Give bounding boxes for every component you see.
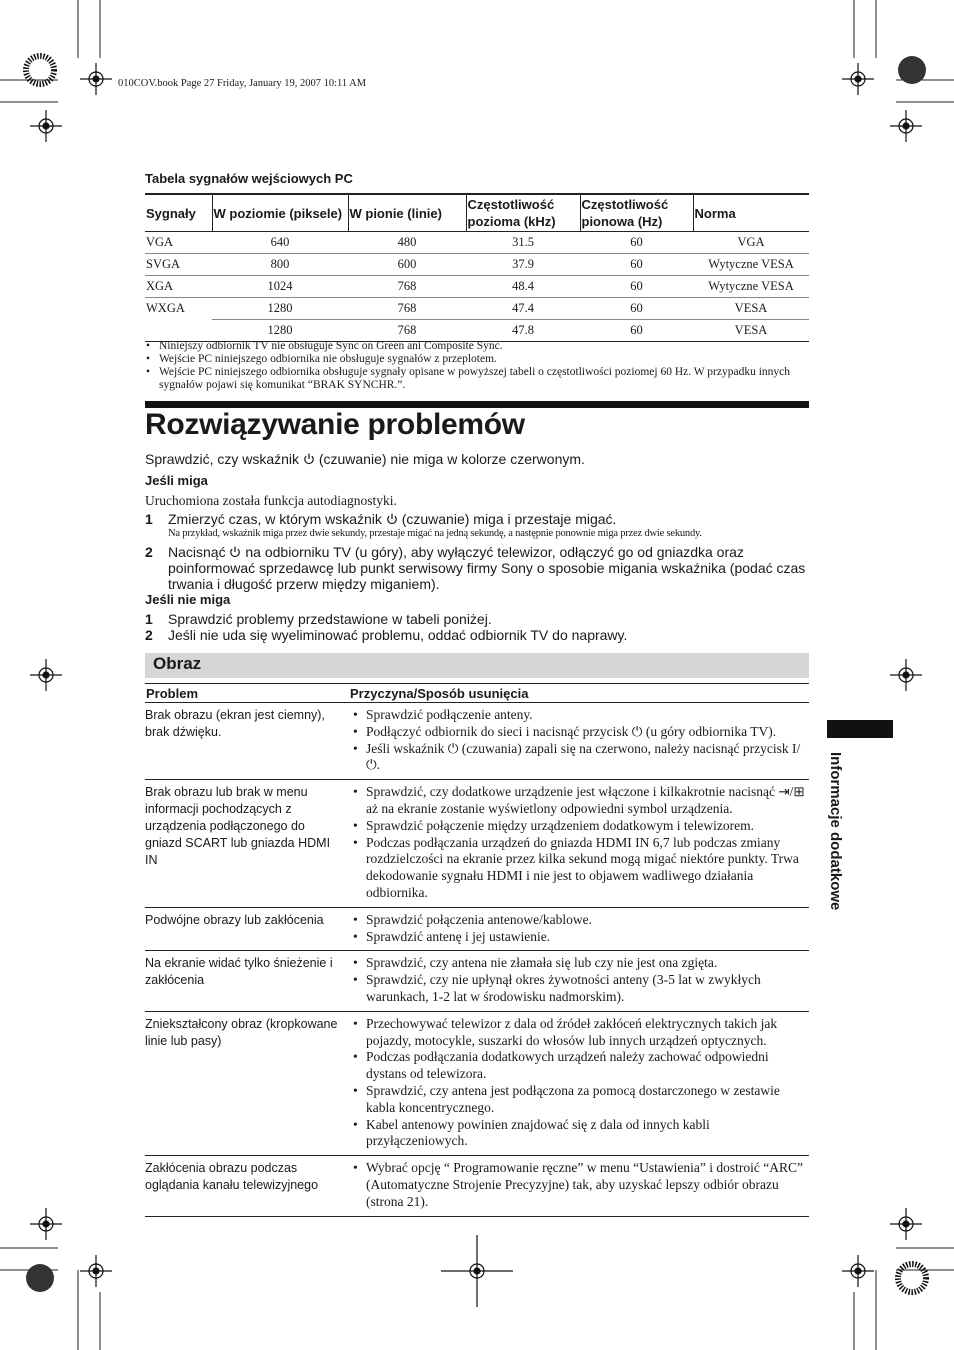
cause-item: • Sprawdzić, czy nie upłynął okres żywotności anteny (3-5 lat w zwykłych warunkach, 1-2 lat w środowisku nadmorskim). <box>349 972 809 1006</box>
page-title: Rozwiązywanie problemów <box>145 408 525 441</box>
col-header: Częstotliwość pionowa (Hz) <box>580 194 693 232</box>
blink-step-1 <box>145 511 809 527</box>
table-cell: 600 <box>348 254 466 276</box>
table-row <box>145 320 809 342</box>
table-cell: VESA <box>693 298 809 320</box>
step-number: 2 <box>145 544 153 560</box>
table-cell: 48.4 <box>466 276 580 298</box>
cause-item: • Jeśli wskaźnik ⏻ (czuwania) zapali się na czerwono, należy nacisnąć przycisk I/⏻. <box>349 741 809 775</box>
nonblink-step-2 <box>145 627 809 643</box>
problem-cell: Brak obrazu (ekran jest ciemny), brak dźwięku. <box>145 703 349 780</box>
note-item: • Wejście PC niniejszego odbiornika nie obsługuje sygnałów z przeplotem. <box>145 353 809 366</box>
cause-item: • Sprawdzić, czy antena jest podłączona za pomocą dostarczonego w zestawie kabla koncentrycznego. <box>349 1083 809 1117</box>
problem-cell: Na ekranie widać tylko śnieżenie i zakłócenia <box>145 951 349 1011</box>
power-icon <box>229 546 241 558</box>
side-tab-marker <box>827 720 893 738</box>
step-note: Na przykład, wskaźnik miga przez dwie sekundy, przestaje migać na jedną sekundę, a następnie ponownie miga przez dwie sekundy. <box>168 528 702 539</box>
cause-item: • Przechowywać telewizor z dala od źródeł zakłóceń elektrycznych takich jak pojazdy, motocykle, suszarki do włosów lub innych urządzeń optycznych. <box>349 1016 809 1050</box>
table-cell: XGA <box>145 276 212 298</box>
table-cell: WXGA <box>146 301 185 316</box>
cause-item: • Kabel antenowy powinien znajdować się z dala od innych kabli przyłączeniowych. <box>349 1117 809 1151</box>
cause-item: • Sprawdzić połączenia antenowe/kablowe. <box>349 912 809 929</box>
cause-item: • Podczas podłączania dodatkowych urządzeń należy zachować odpowiedni dystans od telewizora. <box>349 1049 809 1083</box>
table-cell: 31.5 <box>466 232 580 254</box>
step-number: 1 <box>145 611 153 627</box>
table-cell: 1280 <box>212 320 348 342</box>
step-text: Jeśli nie uda się wyeliminować problemu, oddać odbiornik TV do naprawy. <box>168 627 628 643</box>
table-cell: 47.4 <box>466 298 580 320</box>
cause-item: • Wybrać opcję “ Programowanie ręczne” w menu “Ustawienia” i dostroić “ARC” (Automatyczne Strojenie Precyzyjne) tak, aby uzyskać lepszy odbiór obrazu (strona 21). <box>349 1160 809 1210</box>
cause-item: • Podczas podłączania urządzeń do gniazda HDMI IN 6,7 lub podczas zmiany rozdzielczości na ekranie przez kilka sekund mogą migać niektóre punkty. Trwa dekodowanie sygnału HDMI i nie jest to objawem wadliwego działania odbiornika. <box>349 835 809 902</box>
table-row <box>145 1156 809 1216</box>
table-cell: 60 <box>580 298 693 320</box>
note-item: • Wejście PC niniejszego odbiornika obsługuje sygnały opisane w powyższej tabeli o częstotliwości poziomej 60 Hz. W przypadku innych sygnałów pojawi się komunikat “BRAK SYNCHR.”. <box>145 366 809 392</box>
table-row <box>145 703 809 780</box>
table-cell: VGA <box>693 232 809 254</box>
step-number: 2 <box>145 627 153 643</box>
table-cell: VESA <box>693 320 809 342</box>
col-header-problem: Problem <box>145 684 349 703</box>
step-text: Zmierzyć czas, w którym wskaźnik <box>168 511 382 527</box>
obraz-section-bar <box>145 653 809 678</box>
table-cell: 60 <box>580 320 693 342</box>
table-cell: 60 <box>580 276 693 298</box>
intro-line <box>145 451 585 467</box>
table-cell: 1280 <box>212 298 348 320</box>
side-tab-text: Informacje dodatkowe <box>827 752 844 911</box>
table-cell: VGA <box>145 232 212 254</box>
obraz-problems-table <box>145 683 809 1217</box>
pc-table-title: Tabela sygnałów wejściowych PC <box>145 171 353 186</box>
pc-signals-table <box>145 193 809 342</box>
cause-item: • Sprawdzić podłączenie anteny. <box>349 707 809 724</box>
table-cell: 768 <box>348 320 466 342</box>
table-cell: 768 <box>348 276 466 298</box>
col-header: W pionie (linie) <box>348 194 466 232</box>
if-blinking-heading: Jeśli miga <box>145 473 208 488</box>
table-cell: 1024 <box>212 276 348 298</box>
table-row <box>145 232 809 254</box>
power-icon <box>303 453 315 465</box>
col-header: Sygnały <box>145 194 212 232</box>
obraz-table-header <box>145 684 809 703</box>
table-row <box>145 298 809 320</box>
pc-table-header <box>145 194 809 232</box>
table-row <box>145 951 809 1011</box>
step-text: na odbiorniku TV (u góry), aby wyłączyć telewizor, odłączyć go od gniazdka oraz poinformować sprzedawcę lub punkt serwisowy firmy Sony o sposobie migania wskaźnika (podać czas trwania i długość przerw między miganiem). <box>168 544 806 592</box>
table-cell: 768 <box>348 298 466 320</box>
col-header-cause: Przyczyna/Sposób usunięcia <box>349 684 809 703</box>
col-header: W poziomie (piksele) <box>212 194 348 232</box>
table-cell: 37.9 <box>466 254 580 276</box>
power-icon <box>386 513 398 525</box>
note-item: • Niniejszy odbiornik TV nie obsługuje Sync on Green ani Composite Sync. <box>145 340 809 353</box>
if-not-blinking-heading: Jeśli nie miga <box>145 592 231 607</box>
table-row <box>145 1011 809 1155</box>
table-cell: 60 <box>580 232 693 254</box>
table-cell: Wytyczne VESA <box>693 254 809 276</box>
side-tab-label <box>822 752 844 952</box>
intro-text: Sprawdzić, czy wskaźnik <box>145 451 300 467</box>
table-row <box>145 276 809 298</box>
table-cell: 640 <box>212 232 348 254</box>
table-cell: Wytyczne VESA <box>693 276 809 298</box>
table-row <box>145 907 809 951</box>
step-text: Sprawdzić problemy przedstawione w tabeli poniżej. <box>168 611 492 627</box>
cause-item: • Sprawdzić połączenie między urządzeniem dodatkowym i telewizorem. <box>349 818 809 835</box>
problem-cell: Zakłócenia obrazu podczas oglądania kanału telewizyjnego <box>145 1156 349 1216</box>
col-header: Częstotliwość pozioma (kHz) <box>466 194 580 232</box>
cause-item: • Podłączyć odbiornik do sieci i nacisnąć przycisk ⏻ (u góry odbiornika TV). <box>349 724 809 741</box>
table-cell: SVGA <box>145 254 212 276</box>
table-cell: 480 <box>348 232 466 254</box>
step-text: (czuwanie) miga i przestaje migać. <box>401 511 617 527</box>
problem-cell: Brak obrazu lub brak w menu informacji pochodzących z urządzenia podłączonego do gniazd SCART lub gniazda HDMI IN <box>145 780 349 908</box>
file-info-header: 010COV.book Page 27 Friday, January 19, 2007 10:11 AM <box>118 78 367 89</box>
nonblink-step-1 <box>145 611 809 627</box>
cause-item: • Sprawdzić, czy antena nie złamała się lub czy nie jest ona zgięta. <box>349 955 809 972</box>
table-cell: 800 <box>212 254 348 276</box>
table-cell: 47.8 <box>466 320 580 342</box>
intro-text: (czuwanie) nie miga w kolorze czerwonym. <box>318 451 585 467</box>
cause-item: • Sprawdzić, czy dodatkowe urządzenie jest włączone i kilkakrotnie nacisnąć ⇥/⊞ aż na ekranie zostanie wyświetlony odpowiedni symbol urządzenia. <box>349 784 809 818</box>
step-text: Nacisnąć <box>168 544 226 560</box>
table-cell <box>145 320 212 342</box>
col-header: Norma <box>693 194 809 232</box>
table-row <box>145 254 809 276</box>
blink-step-2 <box>145 544 809 592</box>
step-number: 1 <box>145 511 153 527</box>
problem-cell: Podwójne obrazy lub zakłócenia <box>145 907 349 951</box>
autodiagnostic-text: Uruchomiona została funkcja autodiagnostyki. <box>145 493 397 508</box>
cause-item: • Sprawdzić antenę i jej ustawienie. <box>349 929 809 946</box>
pc-table-notes <box>145 340 809 392</box>
obraz-section-title: Obraz <box>153 654 202 673</box>
problem-cell: Zniekształcony obraz (kropkowane linie lub pasy) <box>145 1011 349 1155</box>
table-cell: 60 <box>580 254 693 276</box>
table-row <box>145 780 809 908</box>
section-divider <box>145 401 809 408</box>
